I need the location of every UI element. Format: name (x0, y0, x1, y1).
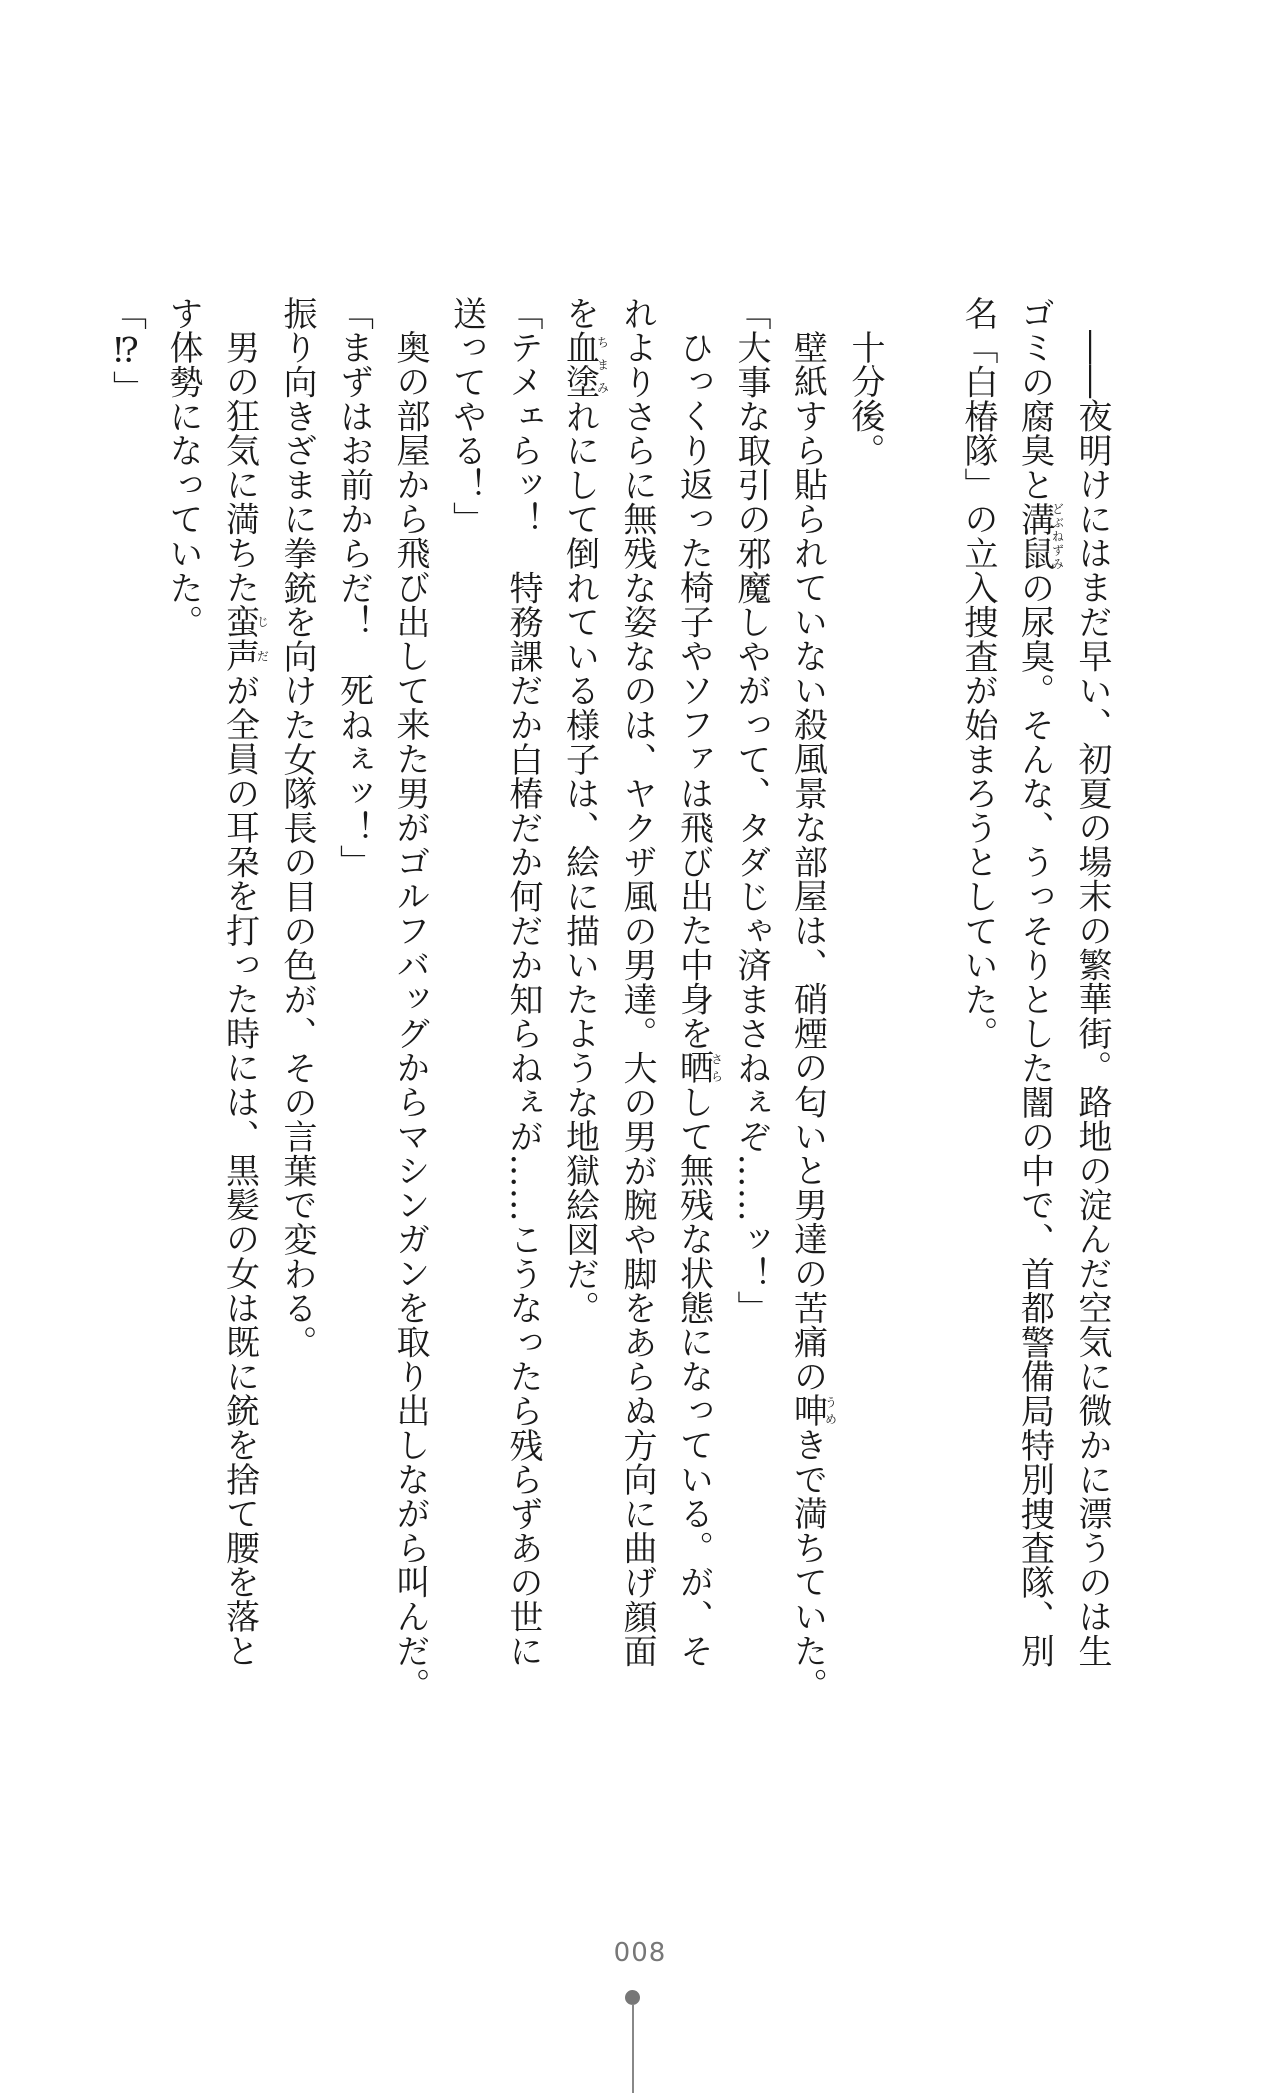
text-line (1006, 296, 1064, 1716)
text-line (665, 296, 723, 1716)
text-line (325, 296, 382, 1716)
ruby-reading: うめ (823, 1393, 838, 1428)
text-line: ――夜明けにはまだ早い、初夏の場末の繁華街。路地の淀んだ空気に微かに漂うのは生 (1072, 330, 1112, 1668)
text-segment: れにして倒れている様子は、絵に描いたような地獄絵図だ。 (559, 398, 600, 1326)
text-segment: ゴミの腐臭と (1014, 296, 1055, 502)
ruby-reading: じだ (255, 604, 270, 673)
ruby-annotation (673, 1050, 724, 1085)
ruby-base: 呻 (787, 1393, 828, 1428)
text-segment: して無残な状態になっている。が、そ (673, 1084, 714, 1668)
text-segment: を (559, 296, 600, 331)
ruby-reading: どぶねずみ (1050, 501, 1065, 571)
text-line (779, 296, 837, 1716)
text-line: す体勢になっていた。 (163, 296, 203, 639)
text-line: 奥の部屋から飛び出して来た男がゴルフバッグからマシンガンを取り出しながら叫んだ。 (390, 330, 430, 1702)
text-segment: きで満ちていた。 (787, 1427, 828, 1703)
text-segment: 男の狂気に満ちた (219, 330, 260, 605)
ruby-reading: さら (709, 1050, 724, 1085)
text-segment: 「まずはお前からだ！ 死ねぇッ！」 (333, 296, 374, 880)
ruby-base: 血塗 (559, 330, 600, 399)
text-line: 送ってやる！」 (446, 296, 487, 537)
ruby-base: 溝鼠 (1014, 501, 1055, 571)
text-line: 「テメェらッ！ 特務課だか白椿だか何だか知らねぇが……こうなったら残らずあの世に (503, 296, 543, 1668)
vertical-text-body (106, 296, 1120, 1716)
text-line: 「大事な取引の邪魔しやがって、タダじゃ済まさねぇぞ……ッ！」 (731, 296, 771, 1325)
page-footer (0, 1938, 1280, 1968)
text-segment: 壁紙すら貼られていない殺風景な部屋は、硝煙の匂いと男達の苦痛の (787, 330, 828, 1394)
ruby-annotation (219, 604, 270, 674)
ruby-annotation (559, 330, 610, 399)
ruby-annotation (1014, 501, 1065, 571)
text-line (551, 296, 609, 1716)
text-line (211, 296, 269, 1716)
text-line: 名「白椿隊」の立入捜査が始まろうとしていた。 (958, 296, 998, 1051)
text-line: 「⁉」 (106, 296, 147, 405)
ruby-annotation (787, 1393, 838, 1428)
ruby-base: 晒 (673, 1050, 714, 1085)
text-line: 振り向きざまに拳銃を向けた女隊長の目の色が、その言葉で変わる。 (277, 296, 317, 1360)
ruby-reading: ちまみ (595, 330, 610, 399)
text-segment: ひっくり返った椅子やソファは飛び出た中身を (673, 330, 714, 1051)
page-marker-dot (625, 1990, 640, 2005)
text-segment: の尿臭。そんな、うっそりとした闇の中で、首都警備局特別捜査隊、別 (1014, 570, 1055, 1669)
page-marker-line (632, 2004, 634, 2093)
text-line: れよりさらに無残な姿なのは、ヤクザ風の男達。大の男が腕や脚をあらぬ方向に曲げ顔面 (617, 296, 657, 1668)
page-number: 008 (613, 1938, 667, 1968)
ruby-base: 蛮声 (219, 604, 260, 674)
blank-line (893, 296, 950, 1716)
text-line: 十分後。 (845, 330, 885, 468)
text-segment: が全員の耳朶を打った時には、黒髪の女は既に銃を捨て腰を落と (219, 673, 260, 1668)
